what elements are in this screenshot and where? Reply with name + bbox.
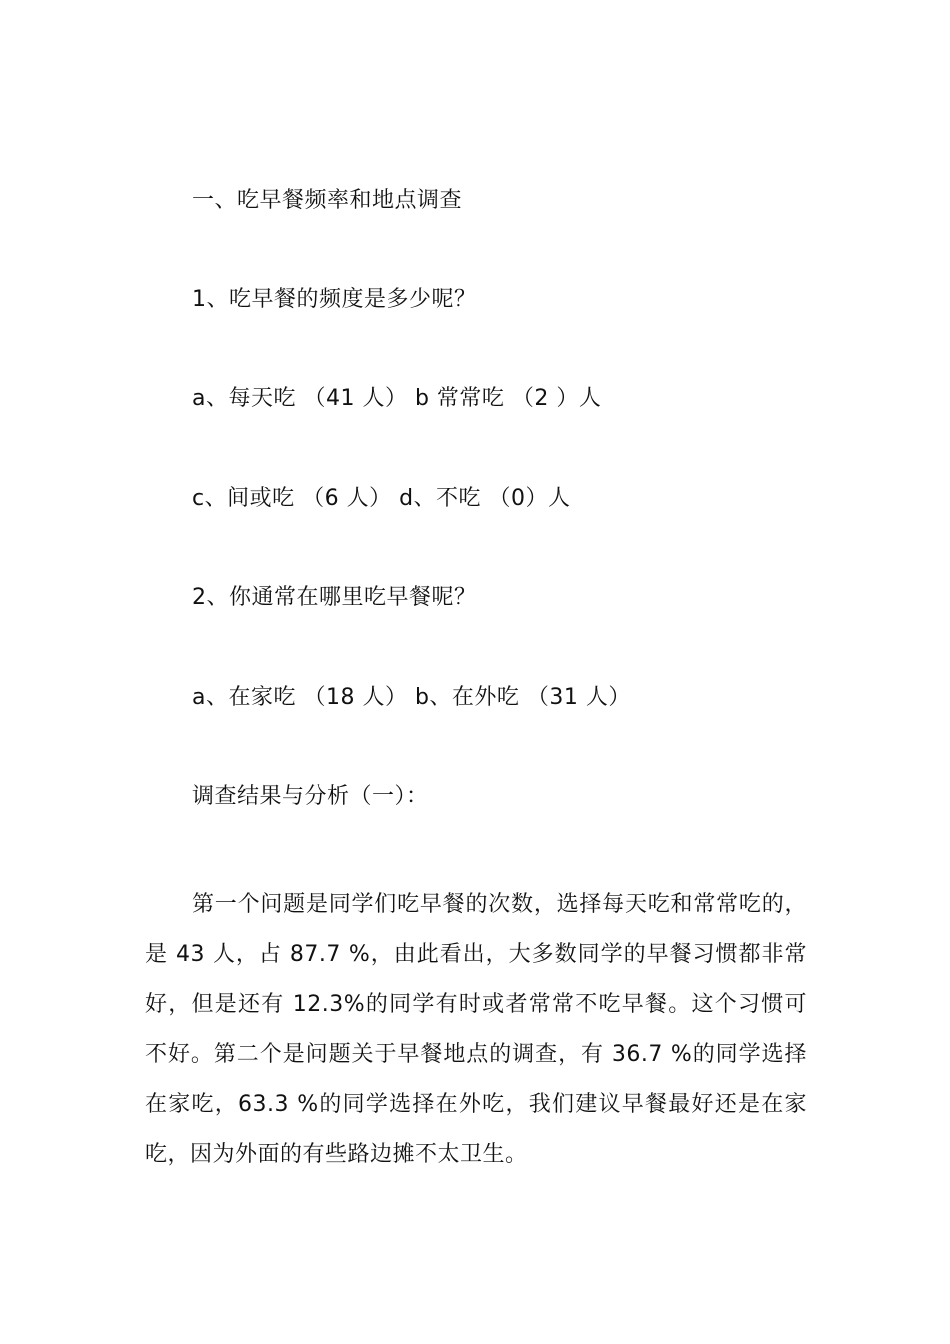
- question-1-options-line-2: c、间或吃 （6 人） d、不吃 （0）人: [192, 486, 571, 511]
- question-2-options: a、在家吃 （18 人） b、在外吃 （31 人）: [192, 685, 631, 710]
- analysis-paragraph: 第一个问题是同学们吃早餐的次数，选择每天吃和常常吃的，是 43 人，占 87.7 %，由此看出，大多数同学的早餐习惯都非常好，但是还有 12.3%的同学有时或者常常不吃早餐。这个习惯可不好。第二个是问题关于早餐地点的调查，有 36.7 %的同学选择在家吃，63.3 %的同学选择在外吃，我们建议早餐最好还是在家吃，因为外面的有些路边摊不太卫生。: [145, 892, 807, 1167]
- section-heading: 一、吃早餐频率和地点调查: [192, 188, 463, 213]
- question-1-options-line-1: a、每天吃 （41 人） b 常常吃 （2 ）人: [192, 386, 602, 411]
- question-1: 1、吃早餐的频度是多少呢？: [192, 287, 477, 312]
- question-2: 2、你通常在哪里吃早餐呢？: [192, 585, 477, 610]
- analysis-heading: 调查结果与分析（一）：: [192, 784, 429, 809]
